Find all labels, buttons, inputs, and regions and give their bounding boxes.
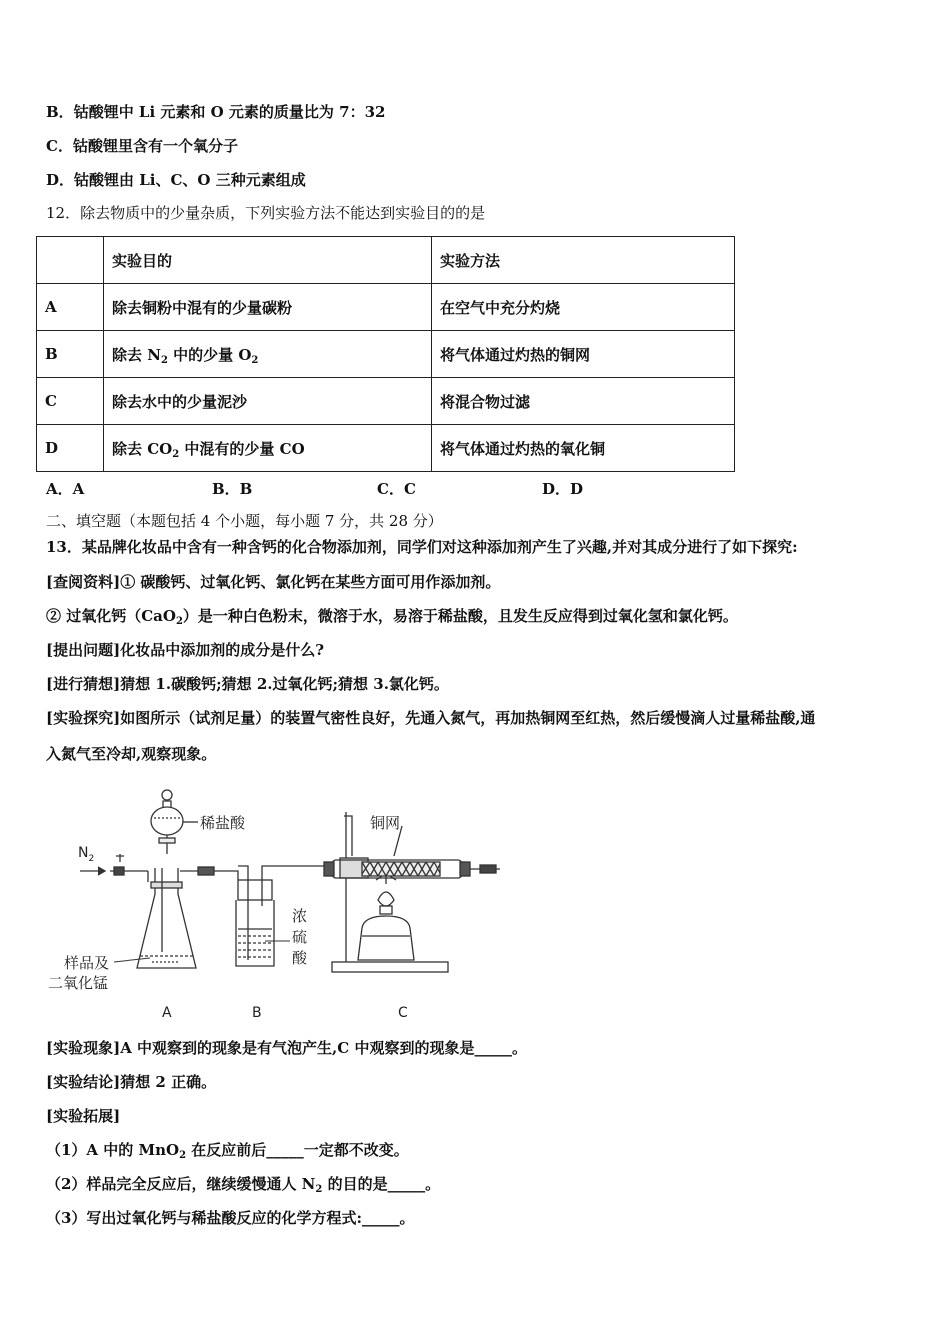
q11-option-b: B．钴酸锂中 Li 元素和 O 元素的质量比为 7：32 bbox=[46, 103, 386, 121]
q12-choice-b: B．B bbox=[212, 480, 253, 498]
q13-stem: 13．某品牌化妆品中含有一种含钙的化合物添加剂，同学们对这种添加剂产生了兴趣,并对其成分进行了如下探究: bbox=[46, 538, 798, 556]
row-label: B bbox=[37, 331, 104, 378]
q12-choice-d: D．D bbox=[542, 480, 584, 498]
q13-extension-2: （2）样品完全反应后，继续缓慢通人 $N_2$ 的目的是_____。 bbox=[46, 1175, 441, 1195]
label-a: A bbox=[162, 1005, 172, 1021]
tube-b-inlet bbox=[238, 866, 248, 872]
conc-label-1: 浓 bbox=[292, 907, 308, 925]
q11-option-c: C．钴酸锂里含有一个氧分子 bbox=[46, 137, 238, 155]
row-purpose: 除去水中的少量泥沙 bbox=[104, 378, 432, 425]
q13-phenomenon: [实验现象]A 中观察到的现象是有气泡产生,C 中观察到的现象是_____。 bbox=[46, 1039, 527, 1057]
q13-explore-2: 入氮气至冷却,观察现象。 bbox=[46, 745, 217, 763]
row-method: 将混合物过滤 bbox=[432, 378, 735, 425]
q13-extension-3: （3）写出过氧化钙与稀盐酸反应的化学方程式:_____。 bbox=[46, 1209, 415, 1227]
q12-choice-a: A．A bbox=[46, 480, 85, 498]
apparatus-figure bbox=[40, 776, 520, 1026]
row-purpose: 除去铜粉中混有的少量碳粉 bbox=[104, 284, 432, 331]
q13-conclusion: [实验结论]猜想 2 正确。 bbox=[46, 1073, 217, 1091]
separatory-funnel bbox=[151, 790, 198, 854]
row-purpose: 除去 $CO_2$ 中混有的少量 CO bbox=[104, 425, 432, 472]
q13-extension-1: （1）A 中的 MnO$_2$ 在反应前后_____一定都不改变。 bbox=[46, 1141, 409, 1161]
q13-info-1: [查阅资料]① 碳酸钙、过氧化钙、氯化钙在某些方面可用作添加剂。 bbox=[46, 573, 501, 591]
tube-connector bbox=[198, 867, 214, 875]
table-header-row bbox=[37, 237, 735, 284]
q13-extension: [实验拓展] bbox=[46, 1107, 121, 1125]
row-method: 将气体通过灼热的铜网 bbox=[432, 331, 735, 378]
stand-c bbox=[332, 812, 448, 972]
table-row bbox=[37, 331, 735, 378]
bottle-b bbox=[236, 866, 330, 966]
row-method: 在空气中充分灼烧 bbox=[432, 284, 735, 331]
table-header-cell bbox=[37, 237, 104, 284]
q13-info-2: ② 过氧化钙（CaO$_2$）是一种白色粉末，微溶于水，易溶于稀盐酸，且发生反应得到过氧化氢和氯化钙。 bbox=[46, 607, 738, 627]
table-row bbox=[37, 425, 735, 472]
copper-label: 铜网 bbox=[370, 814, 401, 832]
label-b: B bbox=[252, 1005, 262, 1021]
alcohol-lamp bbox=[358, 876, 414, 960]
table-header-cell: 实验目的 bbox=[104, 237, 432, 284]
q13-question: [提出问题]化妆品中添加剂的成分是什么? bbox=[46, 641, 324, 659]
table-row bbox=[37, 378, 735, 425]
acid-label: 稀盐酸 bbox=[200, 814, 246, 832]
conc-label-2: 硫 bbox=[292, 928, 308, 946]
flask-a bbox=[137, 868, 196, 968]
row-label: A bbox=[37, 284, 104, 331]
label-c: C bbox=[398, 1005, 408, 1021]
table-row bbox=[37, 284, 735, 331]
q13-guess: [进行猜想]猜想 1.碳酸钙;猜想 2.过氧化钙;猜想 3.氯化钙。 bbox=[46, 675, 449, 693]
row-label: C bbox=[37, 378, 104, 425]
n2-label: $N_2$ bbox=[78, 845, 95, 864]
q12-table bbox=[36, 236, 735, 472]
table-header-cell: 实验方法 bbox=[432, 237, 735, 284]
sample-label-1: 样品及 bbox=[64, 954, 110, 972]
section2-heading: 二、填空题（本题包括 4 个小题，每小题 7 分，共 28 分） bbox=[46, 512, 443, 530]
q12-stem: 12．除去物质中的少量杂质，下列实验方法不能达到实验目的的是 bbox=[46, 204, 486, 222]
sample-label-2: 二氧化锰 bbox=[48, 974, 109, 992]
row-method: 将气体通过灼热的氧化铜 bbox=[432, 425, 735, 472]
row-label: D bbox=[37, 425, 104, 472]
q11-option-d: D．钴酸锂由 Li、C、O 三种元素组成 bbox=[46, 171, 306, 189]
q13-explore-1: [实验探究]如图所示（试剂足量）的装置气密性良好，先通入氮气，再加热铜网至红热，然后缓慢滴人过量稀盐酸,通 bbox=[46, 709, 816, 727]
q12-choice-c: C．C bbox=[377, 480, 416, 498]
conc-label-3: 酸 bbox=[292, 949, 308, 967]
row-purpose: 除去 $N_2$ 中的少量 $O_2$ bbox=[104, 331, 432, 378]
